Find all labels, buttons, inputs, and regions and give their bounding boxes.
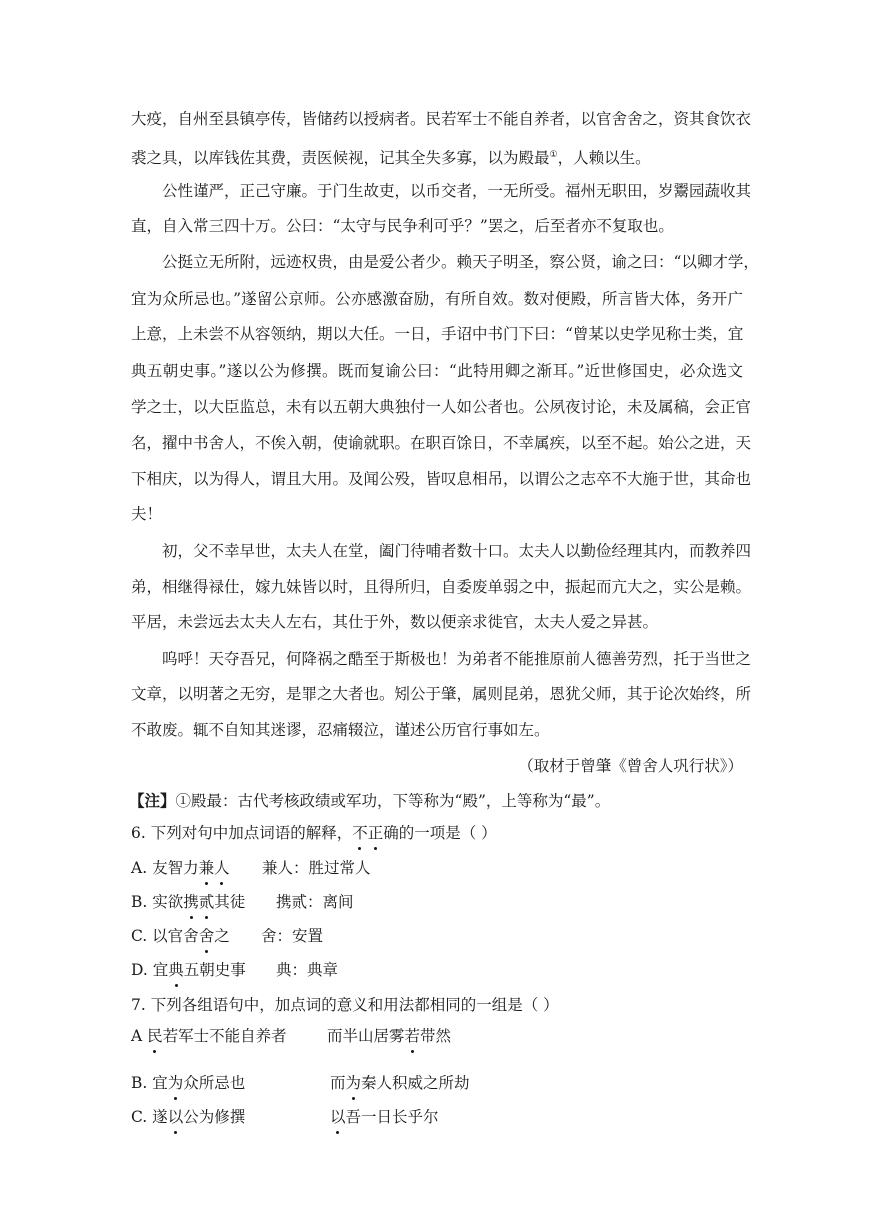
- passage-line: 学之士，以大臣监总，未有以五朝大典独付一人如公者也。公夙夜讨论，未及属稿，会正官: [131, 398, 752, 416]
- passage-line: 直，自入常三四十万。公曰：“太守与民争利可乎？”罢之，后至者亦不复取也。: [131, 217, 674, 235]
- footnote-marker: ①: [549, 150, 558, 160]
- passage-line: 宜为众所忌也。”遂留公京师。公亦感激奋励，有所自效。数对便殿，所言皆大体，务开广: [131, 290, 743, 308]
- footnote-label: 【注】: [129, 791, 176, 810]
- q6-option-d: D. 宜典五朝史事 典：典章: [131, 961, 339, 979]
- q7-option-b: B. 宜为众所忌也 而为秦人积威之所劫: [131, 1074, 470, 1092]
- passage-line: 下相庆，以为得人，谓且大用。及闻公殁，皆叹息相吊，以谓公之志卒不大施于世，其命也: [131, 470, 752, 488]
- passage-line: 平居，未尝远去太夫人左右，其仕于外，数以便亲求徙官，太夫人爱之异甚。: [131, 613, 659, 631]
- q7-option-c: C. 遂以公为修撰 以吾一日长乎尔: [131, 1108, 439, 1126]
- q7-option-c-right: 以吾一日长乎尔: [330, 1108, 439, 1126]
- passage-line: 公挺立无所附，远迹权贵，由是爱公者少。赖天子明圣，察公贤，谕之曰：“以卿才学，: [162, 253, 759, 271]
- passage-line: 初，父不幸早世，太夫人在堂，阖门待哺者数十口。太夫人以勤俭经理其内，而教养四: [162, 542, 752, 560]
- passage-line: 弟，相继得禄仕，嫁九妹皆以时，且得所归，自委废单弱之中，振起而亢大之，实公是赖。: [131, 578, 752, 596]
- q6-option-a: A. 友智力兼人 兼人：胜过常人: [131, 859, 371, 877]
- footnote-text: ①殿最：古代考核政绩或军功，下等称为“殿”，上等称为“最”。: [175, 792, 611, 810]
- passage-line: 裘之具，以库钱佐其费，责医候视，记其全失多寡，以为殿最①，人赖以生。: [131, 149, 651, 168]
- passage-line: 名，擢中书舍人，不俟入朝，使谕就职。在职百馀日，不幸属疾，以至不起。始公之进，天: [131, 434, 752, 452]
- q7-option-a: A 民若军士不能自养者 而半山居雾若带然: [131, 1027, 452, 1045]
- passage-line: 不敢废。辄不自知其迷谬，忍痛辍泣，谨述公历官行事如左。: [131, 721, 550, 739]
- passage-line: 夫！: [131, 505, 163, 523]
- q6-option-b: B. 实欲携贰其徒 携贰：离间: [131, 893, 354, 911]
- q6-gloss: 兼人：胜过常人: [262, 859, 371, 877]
- question-7-stem: 7. 下列各组语句中，加点词的意义和用法都相同的一组是（ ）: [131, 996, 559, 1014]
- passage-line: 大疫，自州至县镇亭传，皆储药以授病者。民若军士不能自养者，以官舍舍之，资其食饮衣: [131, 110, 752, 128]
- q6-gloss: 携贰：离间: [276, 893, 354, 911]
- passage-line: 公性谨严，正己守廉。于门生故吏，以币交者，一无所受。福州无职田，岁鬻园蔬收其: [162, 182, 752, 200]
- passage-line: 呜呼！天夺吾兄，何降祸之酷至于斯极也！为弟者不能推原前人德善劳烈，托于当世之: [162, 650, 752, 668]
- q6-option-c: C. 以官舍舍之 舍：安置: [131, 927, 324, 945]
- question-6-stem: 6. 下列对句中加点词语的解释，不正确的一项是（ ）: [131, 824, 497, 842]
- passage-line: 文章，以明著之无穷，是罪之大者也。矧公于肇，属则昆弟，恩犹父师，其于论次始终，所: [131, 685, 752, 703]
- q6-gloss: 典：典章: [276, 961, 339, 979]
- q6-gloss: 舍：安置: [261, 927, 324, 945]
- footnote: [129, 790, 741, 812]
- q7-option-a-right: 而半山居雾若带然: [327, 1027, 452, 1045]
- passage-line: 上意，上未尝不从容领纳，期以大任。一日，手诏中书门下曰：“曾某以史学见称士类，宜: [131, 325, 744, 343]
- q7-option-b-right: 而为秦人积威之所劫: [330, 1074, 470, 1092]
- source-citation: （取材于曾肇《曾舍人巩行状》）: [518, 757, 743, 775]
- passage-line: 典五朝史事。”遂以公为修撰。既而复谕公曰：“此特用卿之渐耳。”近世修国史，必众选文: [131, 362, 743, 380]
